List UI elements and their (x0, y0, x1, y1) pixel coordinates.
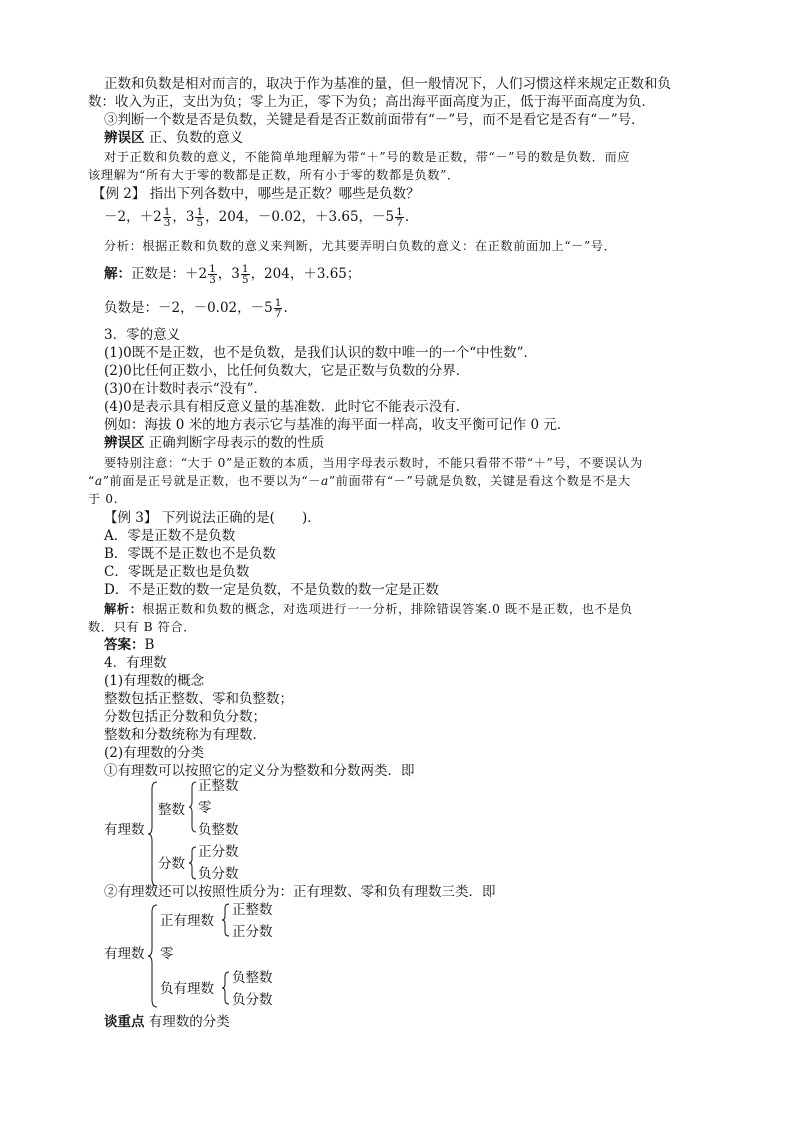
option-b: B．零既不是正数也不是负数 (104, 546, 276, 562)
brace-icon (189, 781, 197, 833)
option-a: A．零是正数不是负数 (104, 528, 236, 544)
option-c: C．零既是正数也是负数 (104, 564, 250, 580)
text-fragment: “ (88, 474, 95, 488)
fraction-numerator: 1 (196, 206, 204, 218)
number-text: . (283, 300, 288, 316)
paragraph-line: 该理解为“所有大于零的数都是正数，所有小于零的数都是负数”． (88, 168, 460, 182)
paragraph-line: 例如：海拔 0 米的地方表示它与基准的海平面一样高，收支平衡可记作 0 元． (104, 417, 571, 433)
fraction-numerator: 1 (274, 297, 282, 309)
brace-icon (148, 781, 158, 887)
tree-leaf-positive-integer: 正整数 (198, 778, 239, 794)
number-text: －2，＋2 (104, 209, 162, 225)
tree-node-integer: 整数 (158, 802, 185, 818)
analysis-line: 分析：根据正数和负数的意义来判断，尤其要弄明白负数的意义：在正数前面加上“－”号． (104, 239, 617, 253)
answer-value: B (144, 637, 155, 653)
tree-leaf-negative-integer: 负整数 (232, 970, 273, 986)
bianwu-label: 辨误区 (104, 435, 145, 451)
tree-leaf-positive-integer: 正整数 (232, 902, 273, 918)
brace-icon (222, 903, 230, 937)
example-text: 指出下列各数中，哪些是正数？哪些是负数？ (149, 186, 420, 202)
fraction-denominator: 3 (209, 274, 216, 286)
example-label: 【例 3】 (104, 510, 158, 526)
tree-leaf-negative-fraction: 负分数 (198, 866, 239, 882)
fraction (208, 264, 217, 285)
tree-root: 有理数 (104, 822, 145, 838)
bianwu-title: 正确判断字母表示的数的性质 (148, 435, 325, 451)
bianwu-title: 正、负数的意义 (148, 130, 244, 146)
paragraph-line: 数：收入为正，支出为负；零上为正，零下为负；高出海平面高度为正，低于海平面高度为负． (88, 94, 655, 110)
fraction-denominator: 7 (396, 217, 403, 229)
paragraph-line: 整数包括正整数、零和负整数； (104, 691, 293, 707)
paragraph-line: ③判断一个数是否是负数，关键是看是否正数前面带有“－”号，而不是看它是否有“－”号． (104, 112, 645, 128)
fraction-denominator: 3 (163, 217, 171, 229)
number-text: ，204，－0.02，＋3.65，－5 (205, 209, 395, 225)
explanation-label: 解析： (104, 602, 143, 616)
answer-line (104, 637, 154, 654)
fraction-numerator: 1 (163, 206, 171, 218)
tree-leaf-positive-fraction: 正分数 (198, 844, 239, 860)
paragraph-line (88, 473, 631, 490)
explanation-line (104, 601, 633, 618)
paragraph-line: ②有理数还可以按照性质分为：正有理数、零和负有理数三类．即 (104, 884, 496, 900)
section-heading (104, 130, 243, 147)
key-point-title: 有理数的分类 (148, 1014, 230, 1030)
fraction-numerator: 1 (209, 263, 216, 275)
example-text: 下列说法正确的是( )． (161, 510, 321, 526)
section-heading (104, 1014, 230, 1031)
answer-label: 答案： (104, 637, 145, 653)
paragraph-line: ①有理数可以按照它的定义分为整数和分数两类．即 (104, 763, 415, 779)
explanation-text: 根据正数和负数的概念，对选项进行一一分析，排除错误答案.0 既不是正数，也不是负 (142, 602, 633, 616)
brace-icon (222, 971, 230, 1005)
example-3-question (104, 510, 321, 527)
number-text: . (404, 209, 410, 225)
number-text: ，3 (172, 209, 195, 225)
number-text: ，3 (217, 266, 240, 282)
variable-a: a (94, 474, 103, 488)
example-2-question (92, 186, 420, 203)
text-fragment: ”前面是正号就是正数，也不要以为“－ (102, 474, 321, 488)
fraction-denominator: 7 (274, 308, 282, 320)
text-fragment: ”前面带有“－”号就是负数，关键是看这个数是不是大 (328, 474, 631, 488)
solution-positive (104, 264, 360, 285)
number-text: 正数是：＋2 (131, 266, 208, 282)
tree-leaf-positive-fraction: 正分数 (232, 924, 273, 940)
tree-node-negative-rational: 负有理数 (160, 981, 214, 997)
bianwu-label: 辨误区 (104, 130, 145, 146)
paragraph-line: 要特别注意：“大于 0”是正数的本质，当用字母表示数时，不能只看带不带“＋”号，不要误认为 (104, 456, 643, 470)
fraction-denominator: 5 (196, 217, 204, 229)
tree-leaf-negative-fraction: 负分数 (232, 992, 273, 1008)
tree-node-fraction: 分数 (158, 856, 185, 872)
section-title: 4．有理数 (104, 655, 167, 671)
fraction (195, 207, 204, 228)
section-title: 3．零的意义 (104, 327, 181, 343)
tree-node-positive-rational: 正有理数 (160, 913, 214, 929)
paragraph-line: 正数和负数是相对而言的，取决于作为基准的量，但一般情况下，人们习惯这样来规定正数和负 (104, 76, 671, 92)
fraction (274, 298, 283, 319)
section-heading (104, 435, 324, 452)
solution-negative (104, 298, 288, 319)
paragraph-line: 对于正数和负数的意义，不能简单地理解为带“＋”号的数是正数，带“－”号的数是负数．而应 (104, 150, 631, 164)
paragraph-line: (3)0在计数时表示“没有”． (104, 381, 268, 397)
variable-a: a (320, 474, 329, 488)
tree-root: 有理数 (104, 946, 145, 962)
key-point-label: 谈重点 (104, 1014, 145, 1030)
brace-icon (189, 846, 197, 880)
number-text: ，204，＋3.65； (250, 266, 361, 282)
fraction (163, 207, 172, 228)
paragraph-line: (4)0是表示具有相反意义量的基准数．此时它不能表示没有． (104, 399, 470, 415)
paragraph-line: 分数包括正分数和负分数； (104, 709, 266, 725)
solution-label: 解： (104, 266, 131, 282)
number-text: 负数是：－2，－0.02，－5 (104, 300, 273, 316)
example-label: 【例 2】 (92, 186, 146, 202)
fraction-numerator: 1 (396, 206, 403, 218)
paragraph-line: 整数和分数统称为有理数． (104, 727, 266, 743)
tree-leaf-negative-integer: 负整数 (198, 822, 239, 838)
option-d: D．不是正数的数一定是负数，不是负数的数一定是正数 (104, 582, 439, 598)
tree-leaf-zero: 零 (160, 946, 174, 962)
paragraph-line: 于 0. (88, 492, 119, 506)
fraction-numerator: 1 (241, 263, 249, 275)
paragraph-line: (2)0比任何正数小，比任何负数大，它是正数与负数的分界． (104, 363, 470, 379)
paragraph-line: (1)有理数的概念 (104, 673, 205, 689)
tree-leaf-zero: 零 (198, 800, 212, 816)
brace-icon (148, 904, 158, 1008)
fraction (241, 264, 250, 285)
explanation-line: 数．只有 B 符合． (88, 620, 197, 634)
paragraph-line: (2)有理数的分类 (104, 745, 205, 761)
paragraph-line: (1)0既不是正数，也不是负数，是我们认识的数中唯一的一个“中性数”． (104, 345, 538, 361)
example-2-numbers (104, 207, 409, 228)
fraction (395, 207, 404, 228)
fraction-denominator: 5 (241, 274, 249, 286)
